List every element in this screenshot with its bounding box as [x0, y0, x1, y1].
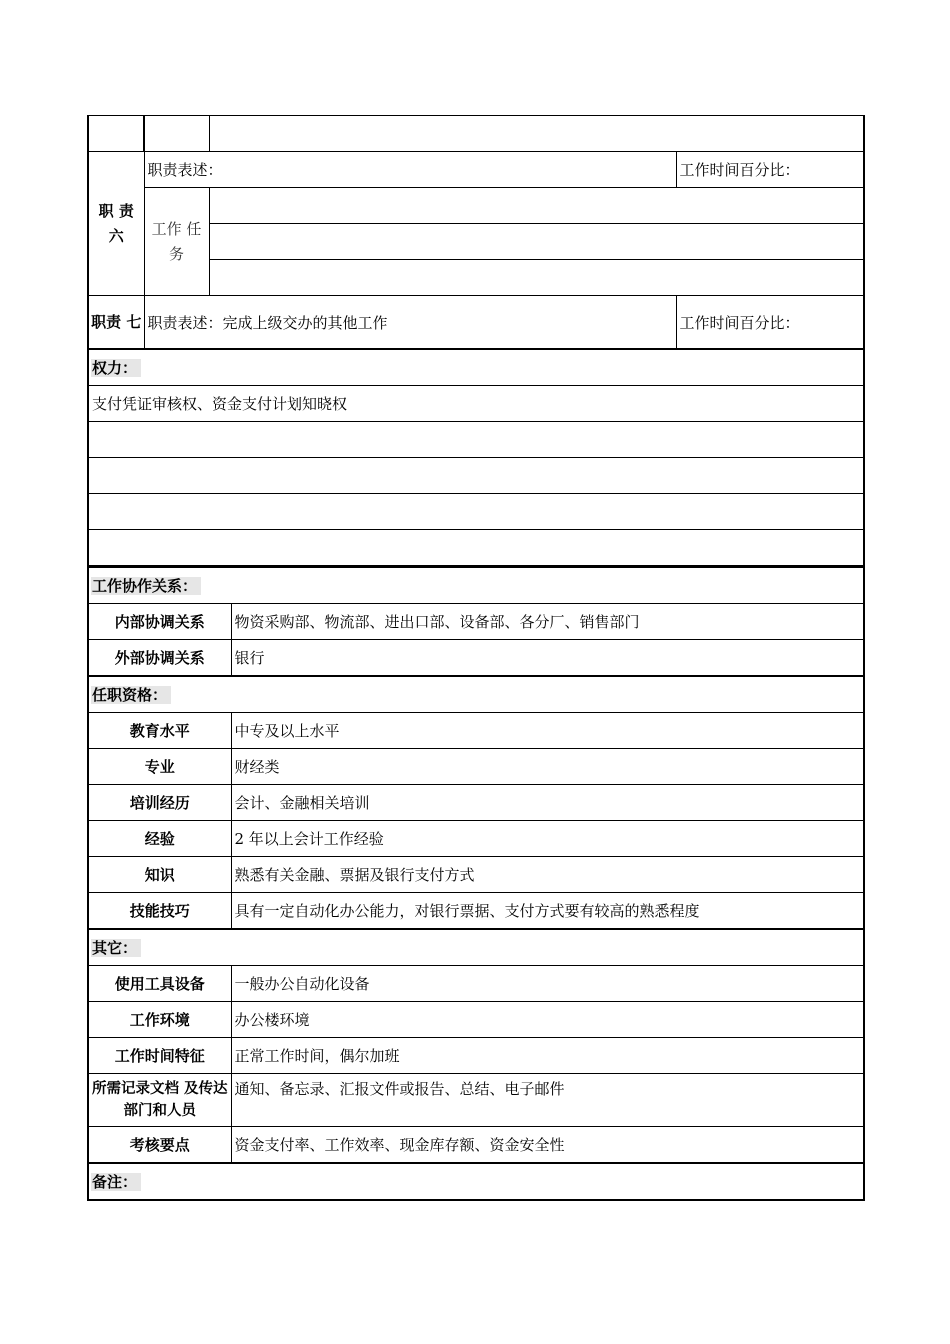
empty-cell	[209, 116, 864, 152]
top-empty-row	[88, 116, 864, 152]
power-line-row	[88, 421, 864, 457]
collab-label: 外部协调关系	[88, 639, 231, 675]
duty7-row	[88, 296, 864, 349]
remarks-title-text: 备注：	[91, 1173, 141, 1191]
qualify-label: 经验	[88, 820, 231, 856]
other-title	[88, 929, 864, 965]
duty6-task-line	[209, 224, 864, 260]
qualify-table	[87, 675, 865, 929]
power-line	[88, 493, 864, 529]
other-table	[87, 928, 865, 1163]
collab-row	[88, 639, 864, 675]
duty6-task-line	[209, 188, 864, 224]
other-row	[88, 965, 864, 1001]
qualify-value: 财经类	[231, 748, 864, 784]
qualify-row	[88, 820, 864, 856]
power-line-row	[88, 457, 864, 493]
power-line-row	[88, 385, 864, 421]
other-value: 资金支付率、工作效率、现金库存额、资金安全性	[231, 1126, 864, 1162]
collab-value: 银行	[231, 639, 864, 675]
other-value: 通知、备忘录、汇报文件或报告、总结、电子邮件	[231, 1073, 864, 1126]
collab-value: 物资采购部、物流部、进出口部、设备部、各分厂、销售部门	[231, 603, 864, 639]
power-table	[87, 348, 865, 566]
qualify-row	[88, 784, 864, 820]
other-label: 所需记录文档 及传达部门和人员	[88, 1073, 231, 1126]
duty6-task-row	[88, 188, 864, 224]
power-line-row	[88, 493, 864, 529]
collab-title-text: 工作协作关系：	[91, 577, 201, 595]
empty-cell	[88, 116, 144, 152]
qualify-value: 2 年以上会计工作经验	[231, 820, 864, 856]
duty6-task-label: 工作 任务	[144, 188, 209, 296]
qualify-row	[88, 892, 864, 928]
remarks-table	[87, 1162, 865, 1201]
duty7-pct-label: 工作时间百分比：	[676, 296, 864, 349]
duty7-desc: 职责表述：完成上级交办的其他工作	[144, 296, 676, 349]
empty-cell	[144, 116, 209, 152]
other-title-text: 其它：	[91, 939, 141, 957]
power-line: 支付凭证审核权、资金支付计划知晓权	[88, 385, 864, 421]
duty6-desc-row	[88, 152, 864, 188]
remarks-row	[88, 1163, 864, 1200]
qualify-row	[88, 712, 864, 748]
other-label: 工作环境	[88, 1001, 231, 1037]
qualify-header-row	[88, 676, 864, 712]
power-line-row	[88, 529, 864, 565]
other-label: 考核要点	[88, 1126, 231, 1162]
qualify-label: 知识	[88, 856, 231, 892]
qualify-row	[88, 748, 864, 784]
qualify-label: 专业	[88, 748, 231, 784]
other-value: 正常工作时间，偶尔加班	[231, 1037, 864, 1073]
qualify-value: 具有一定自动化办公能力，对银行票据、支付方式要有较高的熟悉程度	[231, 892, 864, 928]
duty6-desc-label: 职责表述：	[144, 152, 676, 188]
duty7-label: 职责 七	[88, 296, 144, 349]
collab-label: 内部协调关系	[88, 603, 231, 639]
collab-table	[87, 566, 865, 676]
qualify-label: 技能技巧	[88, 892, 231, 928]
power-line	[88, 529, 864, 565]
other-row	[88, 1126, 864, 1162]
other-row	[88, 1001, 864, 1037]
power-title-text: 权力：	[91, 359, 141, 377]
other-value: 办公楼环境	[231, 1001, 864, 1037]
other-row	[88, 1037, 864, 1073]
qualify-value: 会计、金融相关培训	[231, 784, 864, 820]
other-value: 一般办公自动化设备	[231, 965, 864, 1001]
qualify-label: 教育水平	[88, 712, 231, 748]
remarks-title	[88, 1163, 864, 1200]
power-title	[88, 349, 864, 385]
collab-header-row	[88, 567, 864, 603]
qualify-value: 熟悉有关金融、票据及银行支付方式	[231, 856, 864, 892]
power-header-row	[88, 349, 864, 385]
power-line	[88, 457, 864, 493]
other-header-row	[88, 929, 864, 965]
collab-row	[88, 603, 864, 639]
duty6-task-line	[209, 260, 864, 296]
qualify-title-text: 任职资格：	[91, 686, 171, 704]
other-label: 使用工具设备	[88, 965, 231, 1001]
power-line	[88, 421, 864, 457]
duty6-pct-label: 工作时间百分比：	[676, 152, 864, 188]
collab-title	[88, 567, 864, 603]
qualify-row	[88, 856, 864, 892]
duty6-label: 职 责 六	[88, 152, 144, 296]
qualify-value: 中专及以上水平	[231, 712, 864, 748]
duties-table	[87, 115, 865, 349]
other-row	[88, 1073, 864, 1126]
qualify-title	[88, 676, 864, 712]
other-label: 工作时间特征	[88, 1037, 231, 1073]
qualify-label: 培训经历	[88, 784, 231, 820]
